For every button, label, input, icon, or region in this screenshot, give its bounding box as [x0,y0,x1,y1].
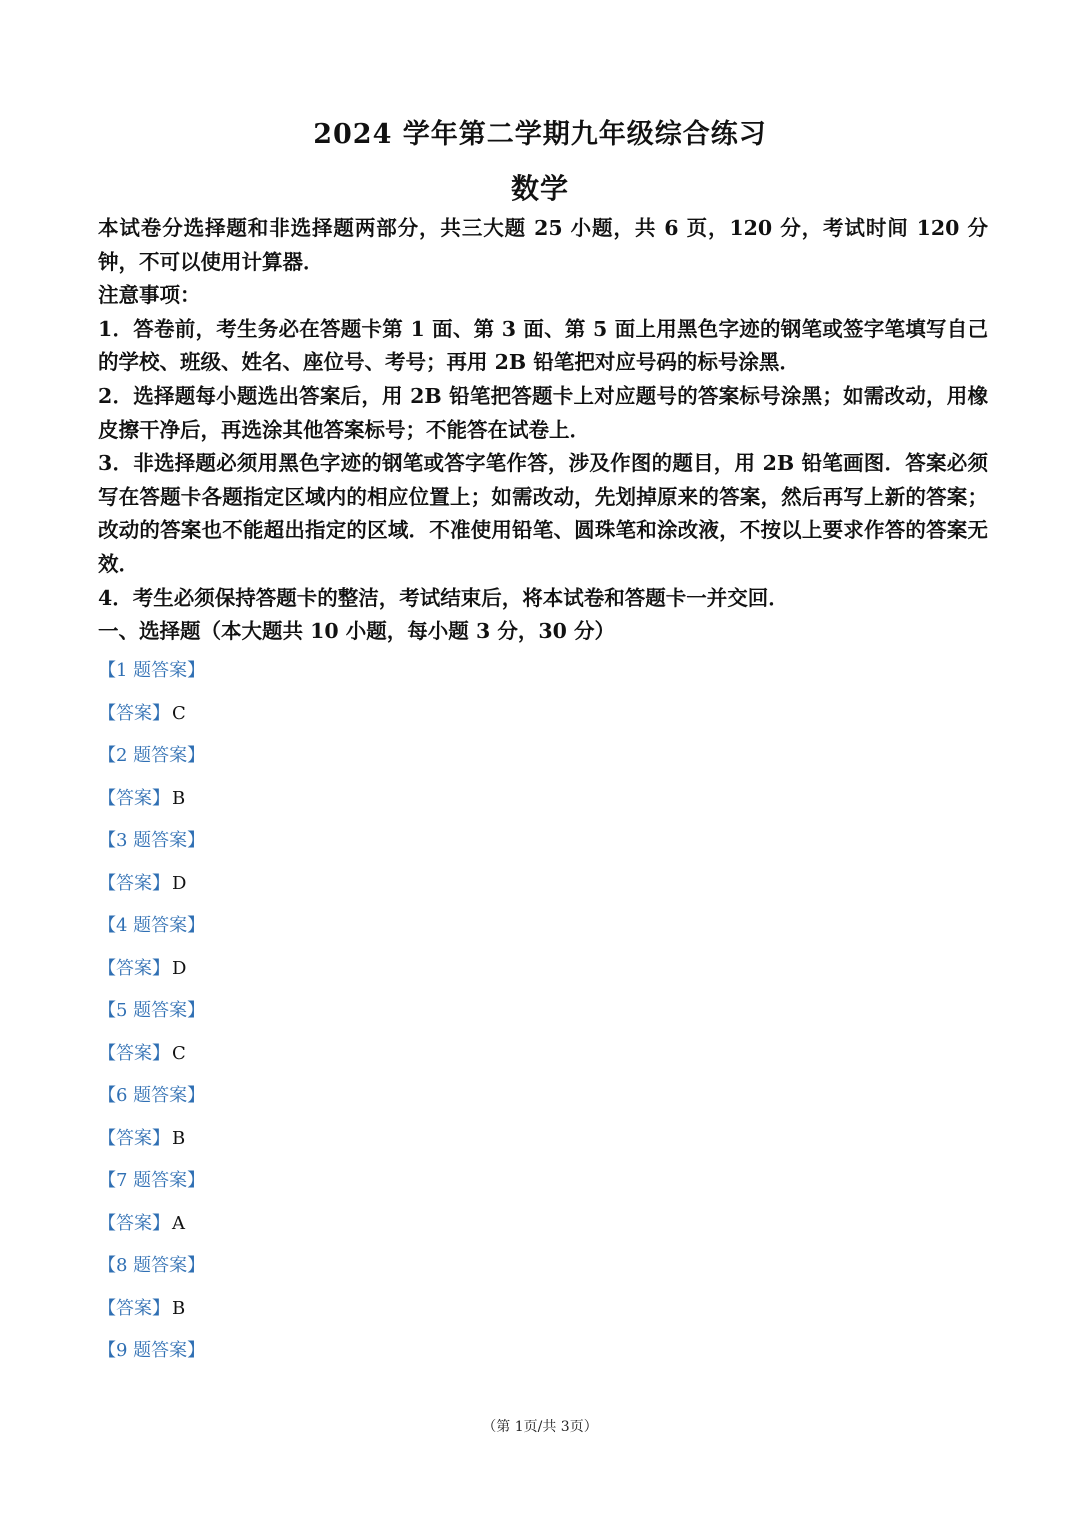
answer-tag: 【答案】 [98,1042,170,1064]
intro-paragraph: 本试卷分选择题和非选择题两部分，共三大题 25 小题，共 6 页，120 分，考试时间 120 分钟，不可以使用计算器． [98,216,988,274]
answer-line-4 [98,950,798,993]
answer-tag: 【答案】 [98,872,170,894]
notice-item-3: 3．非选择题必须用黑色字迹的钢笔或答字笔作答，涉及作图的题目，用 2B 铅笔画图．答案必须写在答题卡各题指定区域内的相应位置上；如需改动，先划掉原来的答案，然后再写上新的答案；改动的答案也不能超出指定的区域．不准使用铅笔、圆珠笔和涂改液，不按以上要求作答的答案无效． [98,451,988,576]
answer-line-5 [98,1035,798,1078]
question-label-9 [98,1332,798,1375]
question-label-text: 【3 题答案】 [98,830,206,851]
answer-value: C [172,702,186,724]
answer-tag: 【答案】 [98,787,170,809]
answer-tag: 【答案】 [98,702,170,724]
answer-tag: 【答案】 [98,1212,170,1234]
question-label-7 [98,1162,798,1205]
question-label-text: 【9 题答案】 [98,1340,206,1361]
question-label-5 [98,992,798,1035]
instructions-block [98,212,988,649]
answer-line-7 [98,1205,798,1248]
answer-tag: 【答案】 [98,1297,170,1319]
question-label-text: 【2 题答案】 [98,745,206,766]
notice-item-1: 1．答卷前，考生务必在答题卡第 1 面、第 3 面、第 5 面上用黑色字迹的钢笔或签字笔填写自己的学校、班级、姓名、座位号、考号；再用 2B 铅笔把对应号码的标号涂黑． [98,316,988,375]
page-title: 2024 学年第二学期九年级综合练习 [313,119,767,150]
answer-line-1 [98,695,798,738]
page-footer: （第 1页/共 3页） [482,1419,598,1435]
question-label-1 [98,652,798,695]
question-label-6 [98,1077,798,1120]
answer-tag: 【答案】 [98,957,170,979]
question-label-text: 【1 题答案】 [98,660,206,681]
answer-line-3 [98,865,798,908]
answer-value: B [172,1297,186,1319]
answer-line-6 [98,1120,798,1163]
question-label-text: 【5 题答案】 [98,1000,206,1021]
answer-list [98,652,798,1375]
answer-value: A [172,1212,185,1234]
page-subtitle: 数学 [510,172,569,205]
answer-value: D [172,872,187,894]
question-label-3 [98,822,798,865]
answer-line-8 [98,1290,798,1333]
question-label-4 [98,907,798,950]
answer-value: B [172,1127,186,1149]
notice-heading: 注意事项： [98,283,201,308]
section-heading: 一、选择题（本大题共 10 小题，每小题 3 分，30 分） [98,619,616,644]
answer-value: B [172,787,186,809]
notice-item-2: 2．选择题每小题选出答案后，用 2B 铅笔把答题卡上对应题号的答案标号涂黑；如需改动，用橡皮擦干净后，再选涂其他答案标号；不能答在试卷上． [98,383,988,442]
question-label-text: 【8 题答案】 [98,1255,206,1276]
answer-line-2 [98,780,798,823]
question-label-2 [98,737,798,780]
answer-value: D [172,957,187,979]
question-label-8 [98,1247,798,1290]
answer-tag: 【答案】 [98,1127,170,1149]
answer-value: C [172,1042,186,1064]
question-label-text: 【4 题答案】 [98,915,206,936]
question-label-text: 【7 题答案】 [98,1170,206,1191]
question-label-text: 【6 题答案】 [98,1085,206,1106]
notice-item-4: 4．考生必须保持答题卡的整洁，考试结束后，将本试卷和答题卡一并交回． [98,585,789,610]
